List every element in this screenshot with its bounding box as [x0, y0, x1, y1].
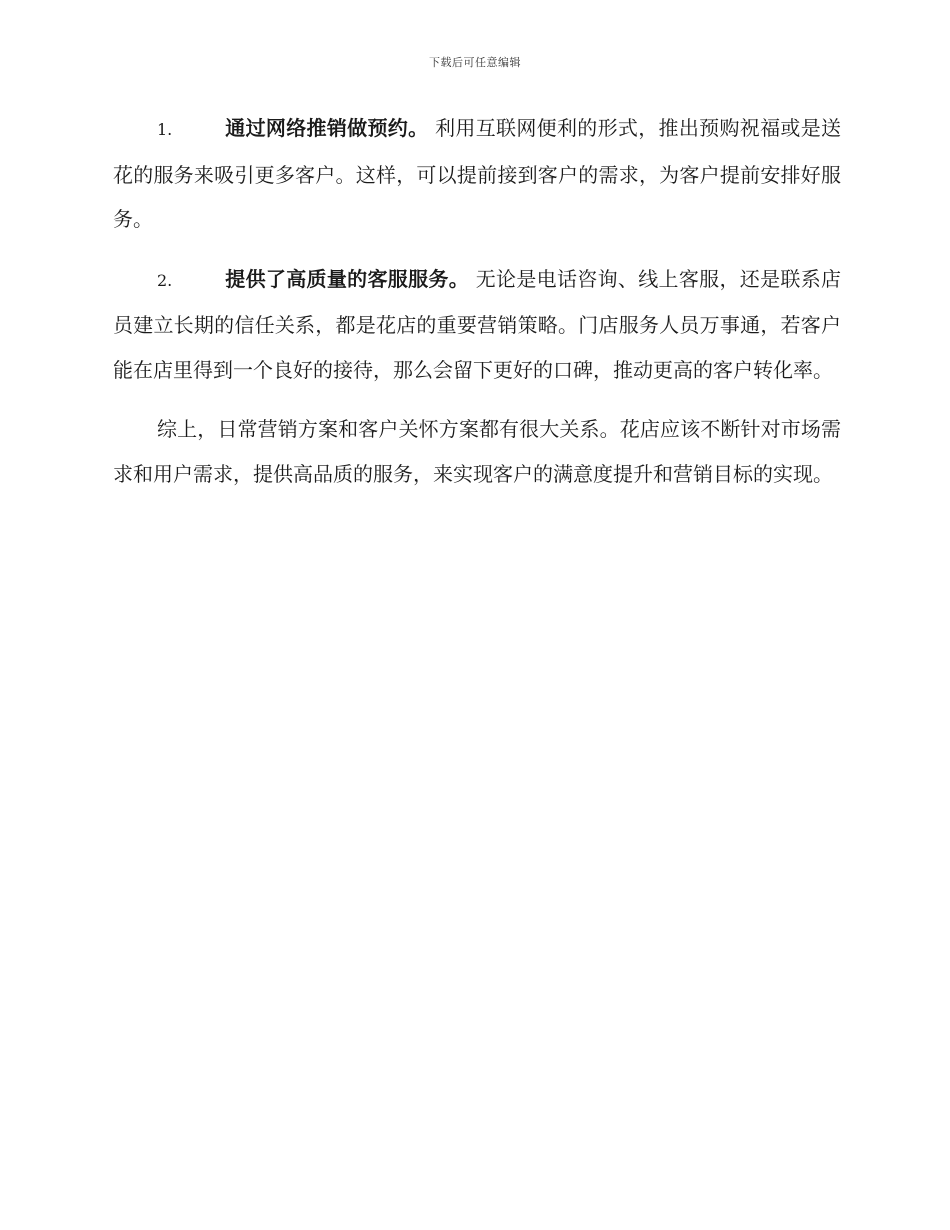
- item-body: 利用互联网便利的形式，推出预购祝福或是送花的服务来吸引更多客户。这样，可以提前接到客户的需求，为客户提前安排好服务。: [113, 116, 842, 231]
- list-item-2: [113, 257, 841, 393]
- summary-paragraph: 综上，日常营销方案和客户关怀方案都有很大关系。花店应该不断针对市场需求和用户需求，提供高品质的服务，来实现客户的满意度提升和营销目标的实现。: [113, 417, 841, 486]
- item-heading: 提供了高质量的客服服务。: [225, 266, 470, 291]
- item-heading: 通过网络推销做预约。: [225, 116, 429, 140]
- list-number: 1.: [157, 120, 173, 139]
- list-number: 2.: [157, 270, 173, 290]
- page-header: 下载后可任意编辑: [429, 56, 521, 69]
- list-item-1: [113, 106, 841, 242]
- document-body: [113, 106, 841, 511]
- item-body: 无论是电话咨询、线上客服，还是联系店员建立长期的信任关系，都是花店的重要营销策略。门店服务人员万事通，若客户能在店里得到一个良好的接待，那么会留下更好的口碑，推动更高的客户转化率。: [113, 266, 842, 382]
